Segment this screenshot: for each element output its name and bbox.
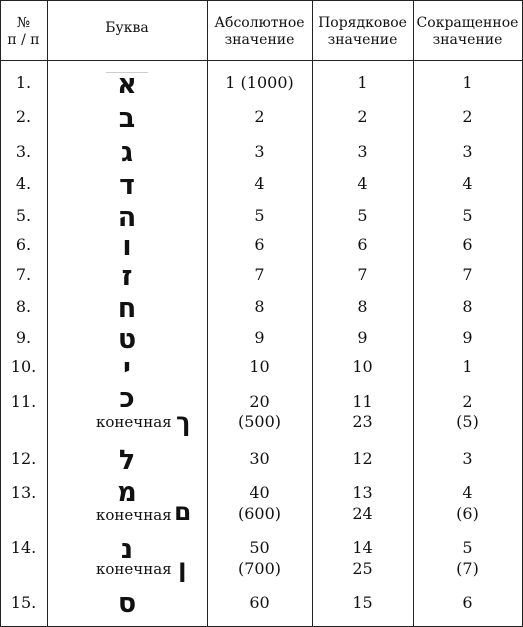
hebrew-letter: ס [117,588,137,619]
row-number: 5. [15,206,32,225]
ordinal-value: 15 [352,593,373,612]
reduced-value: 3 [462,142,473,161]
hebrew-letter: ג [120,137,134,168]
absolute-value: 8 [254,297,265,316]
row-number: 8. [15,297,32,316]
hebrew-letter: נ [120,534,134,565]
hebrew-letter: י [123,353,131,384]
header-reduced-line1: Сокращенное [416,15,519,31]
header-ordinal-line2: значение [327,32,398,48]
hebrew-letter: ו [122,231,132,262]
reduced-value: 5 [462,206,473,225]
absolute-value: 9 [254,328,265,347]
hebrew-final-letter: ן [178,553,187,582]
hebrew-letter: ז [121,261,133,292]
final-absolute-value: (700) [237,559,282,578]
ordinal-value: 5 [357,206,368,225]
ordinal-value: 4 [357,174,368,193]
row-number: 9. [15,328,32,347]
header-number [0,8,47,56]
hebrew-letter: א [117,69,137,100]
reduced-value: 2 [462,392,473,411]
reduced-value: 4 [462,174,473,193]
hebrew-letter: כ [119,383,135,414]
absolute-value: 1 (1000) [225,73,294,92]
hebrew-letter: ד [119,170,135,201]
absolute-value: 60 [249,593,270,612]
reduced-value: 8 [462,297,473,316]
row-number: 11. [10,392,37,411]
absolute-value: 4 [254,174,265,193]
final-ordinal-value: 23 [352,412,373,431]
reduced-value: 5 [462,538,473,557]
ordinal-value: 11 [352,392,373,411]
header-bottom-border [0,60,523,61]
ordinal-value: 2 [357,107,368,126]
absolute-value: 20 [249,392,270,411]
absolute-value: 2 [254,107,265,126]
col-border [47,0,48,627]
ordinal-value: 13 [352,483,373,502]
hebrew-letter: ט [117,324,137,355]
reduced-value: 3 [462,449,473,468]
row-number: 2. [15,107,32,126]
row-number: 4. [15,174,32,193]
row-number: 15. [10,593,37,612]
header-reduced-line2: значение [432,32,503,48]
ordinal-value: 3 [357,142,368,161]
final-ordinal-value: 25 [352,559,373,578]
header-absolute [207,8,312,56]
absolute-value: 7 [254,265,265,284]
ordinal-value: 6 [357,235,368,254]
row-number: 7. [15,265,32,284]
final-form-label: конечная [96,506,172,524]
hebrew-letter: ב [118,103,136,134]
header-letter-label: Буква [105,19,149,36]
table-top-border [0,0,523,1]
final-absolute-value: (600) [237,504,282,523]
final-ordinal-value: 24 [352,504,373,523]
ordinal-value: 12 [352,449,373,468]
row-number: 12. [10,449,37,468]
absolute-value: 50 [249,538,270,557]
header-number-line1: № [16,15,31,31]
absolute-value: 10 [249,357,270,376]
reduced-value: 9 [462,328,473,347]
header-reduced [413,8,522,56]
reduced-value: 6 [462,235,473,254]
row-number: 3. [15,142,32,161]
ordinal-value: 7 [357,265,368,284]
hebrew-final-letter: ך [176,407,191,436]
header-ordinal [312,8,413,56]
hebrew-letter: ה [117,202,137,233]
reduced-value: 2 [462,107,473,126]
row-number: 14. [10,538,37,557]
reduced-value: 4 [462,483,473,502]
row-number: 10. [10,357,37,376]
final-reduced-value: (5) [456,412,479,431]
ordinal-value: 9 [357,328,368,347]
hebrew-letter: מ [117,477,137,508]
header-letter [47,4,207,52]
absolute-value: 6 [254,235,265,254]
reduced-value: 1 [462,357,473,376]
hebrew-letter: ל [118,445,136,476]
ordinal-value: 14 [352,538,373,557]
final-form-label: конечная [96,560,172,578]
reduced-value: 7 [462,265,473,284]
ordinal-value: 1 [357,73,368,92]
reduced-value: 1 [462,73,473,92]
header-absolute-line1: Абсолютное [214,15,305,31]
absolute-value: 3 [254,142,265,161]
absolute-value: 40 [249,483,270,502]
header-absolute-line2: значение [224,32,295,48]
final-reduced-value: (7) [456,559,479,578]
header-number-line2: п / п [7,32,40,48]
absolute-value: 30 [249,449,270,468]
final-form-label: конечная [96,413,172,431]
ordinal-value: 8 [357,297,368,316]
hebrew-letter: ח [117,293,137,324]
ordinal-value: 10 [352,357,373,376]
reduced-value: 6 [462,593,473,612]
row-number: 6. [15,235,32,254]
hebrew-final-letter: ם [174,497,192,526]
row-number: 13. [10,483,37,502]
final-reduced-value: (6) [456,504,479,523]
header-ordinal-line1: Порядковое [318,15,407,31]
row-number: 1. [15,73,32,92]
absolute-value: 5 [254,206,265,225]
final-absolute-value: (500) [237,412,282,431]
